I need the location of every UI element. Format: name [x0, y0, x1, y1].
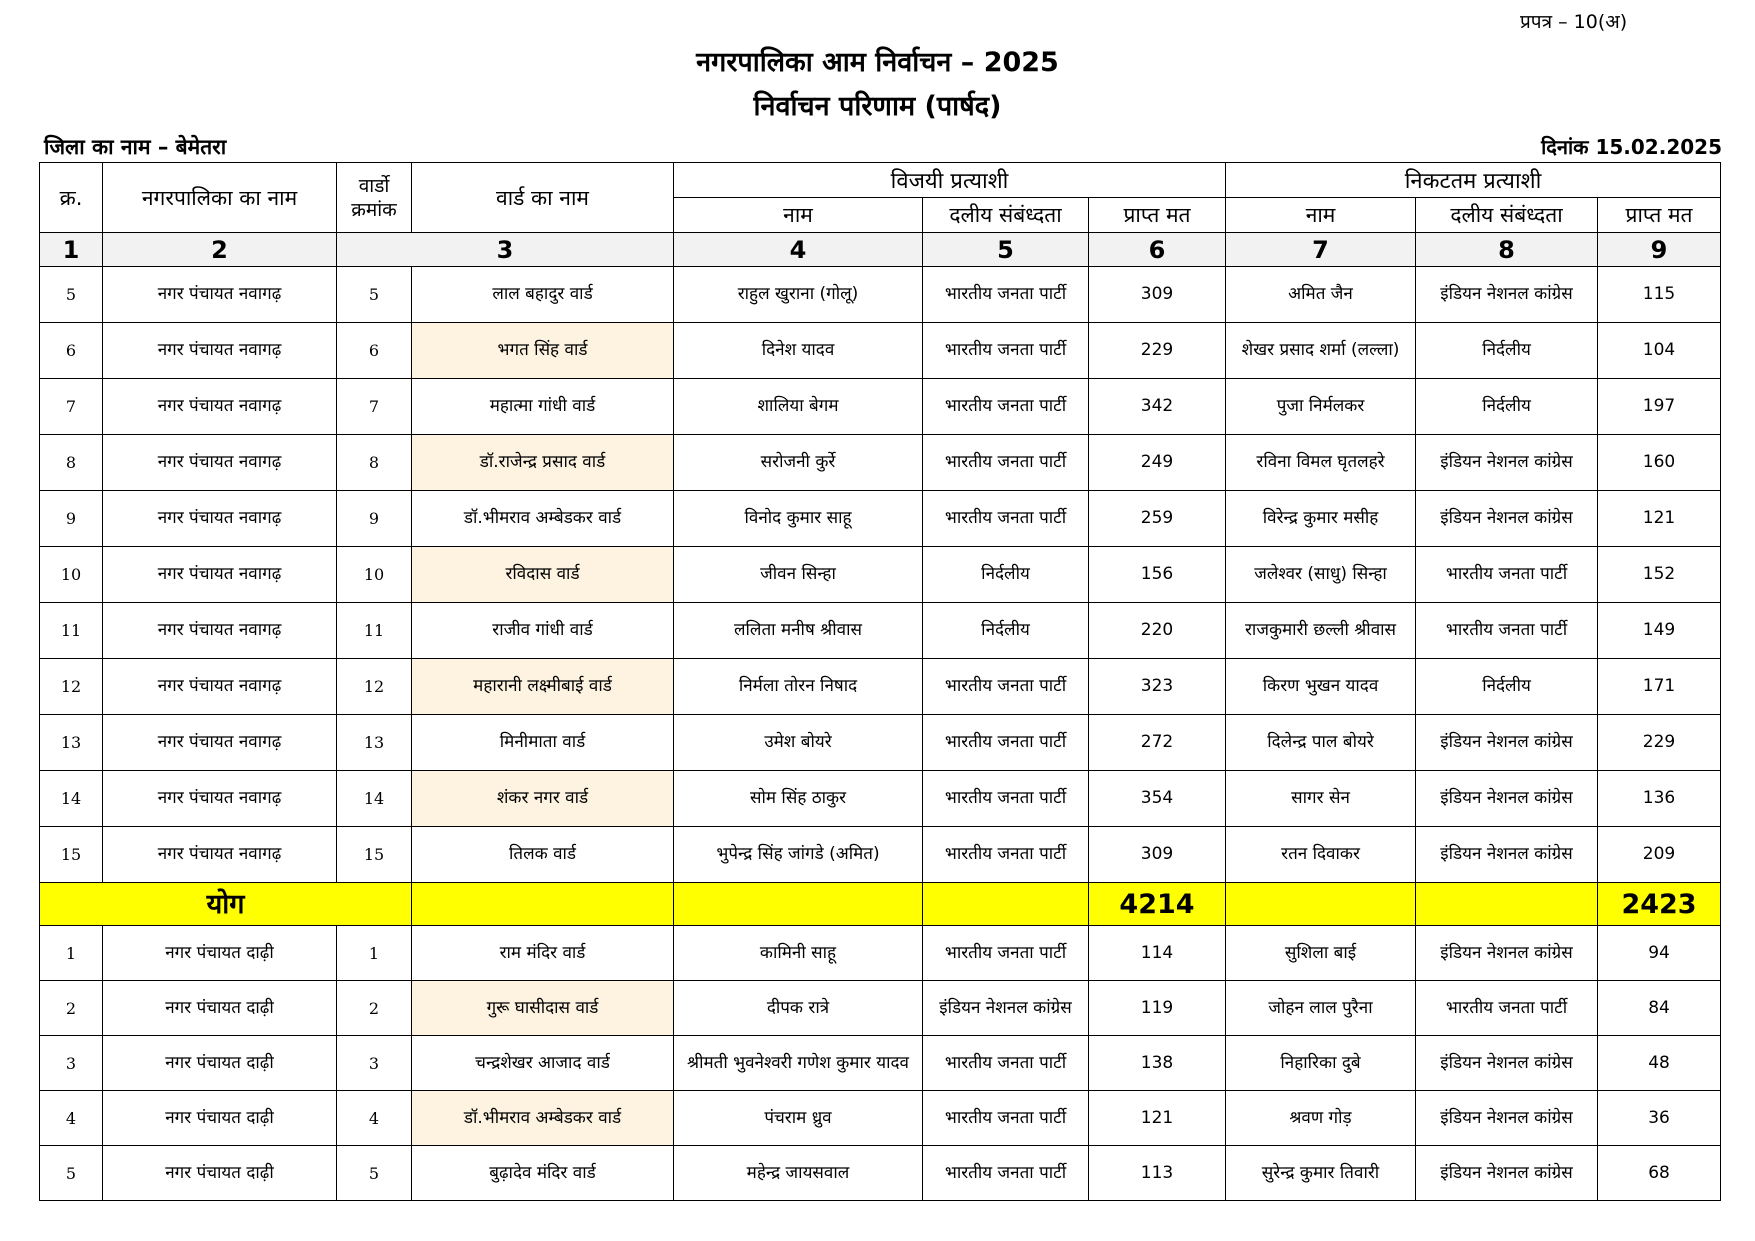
- table-row: [40, 926, 1721, 981]
- cell-winner-party: भारतीय जनता पार्टी: [923, 267, 1089, 323]
- cell-ward-no: 5: [337, 267, 412, 323]
- cell-municipality: नगर पंचायत नवागढ़: [103, 603, 337, 659]
- cell-municipality: नगर पंचायत नवागढ़: [103, 379, 337, 435]
- cell-runner-party: इंडियन नेशनल कांग्रेस: [1416, 715, 1598, 771]
- cell-runner-party: इंडियन नेशनल कांग्रेस: [1416, 827, 1598, 883]
- cell-winner-name: दिनेश यादव: [674, 323, 923, 379]
- cell-serial: 11: [40, 603, 103, 659]
- col-winner-group: विजयी प्रत्याशी: [674, 163, 1226, 198]
- cell-runner-name: अमित जैन: [1226, 267, 1416, 323]
- cell-runner-party: निर्दलीय: [1416, 323, 1598, 379]
- cell-serial: 14: [40, 771, 103, 827]
- cell-runner-votes: 121: [1598, 491, 1721, 547]
- cell-winner-votes: 249: [1089, 435, 1226, 491]
- cell-serial: 2: [40, 981, 103, 1036]
- cell-winner-name: कामिनी साहू: [674, 926, 923, 981]
- cell-ward-no: 14: [337, 771, 412, 827]
- cell-runner-name: शेखर प्रसाद शर्मा (लल्ला): [1226, 323, 1416, 379]
- cell-runner-name: रविना विमल घृतलहरे: [1226, 435, 1416, 491]
- cell-winner-votes: 121: [1089, 1091, 1226, 1146]
- total-winner-votes: 4214: [1089, 883, 1226, 926]
- cell-winner-votes: 272: [1089, 715, 1226, 771]
- cell-municipality: नगर पंचायत नवागढ़: [103, 715, 337, 771]
- cell-winner-name: श्रीमती भुवनेश्वरी गणेश कुमार यादव: [674, 1036, 923, 1091]
- cell-winner-name: भुपेन्द्र सिंह जांगडे (अमित): [674, 827, 923, 883]
- cell-runner-name: दिलेन्द्र पाल बोयरे: [1226, 715, 1416, 771]
- table-header: [40, 163, 1721, 267]
- cell-winner-votes: 309: [1089, 827, 1226, 883]
- col-runner-group: निकटतम प्रत्याशी: [1226, 163, 1721, 198]
- cell-winner-party: भारतीय जनता पार्टी: [923, 659, 1089, 715]
- cell-winner-votes: 114: [1089, 926, 1226, 981]
- cell-runner-votes: 229: [1598, 715, 1721, 771]
- total-empty: [1416, 883, 1598, 926]
- cell-municipality: नगर पंचायत नवागढ़: [103, 547, 337, 603]
- col-number: 2: [103, 233, 337, 267]
- cell-ward-no: 10: [337, 547, 412, 603]
- cell-ward-no: 11: [337, 603, 412, 659]
- cell-winner-votes: 323: [1089, 659, 1226, 715]
- cell-ward-name: तिलक वार्ड: [412, 827, 674, 883]
- cell-ward-name: चन्द्रशेखर आजाद वार्ड: [412, 1036, 674, 1091]
- cell-winner-name: जीवन सिन्हा: [674, 547, 923, 603]
- cell-winner-votes: 259: [1089, 491, 1226, 547]
- cell-runner-party: इंडियन नेशनल कांग्रेस: [1416, 1091, 1598, 1146]
- table-row: [40, 379, 1721, 435]
- cell-ward-name: राजीव गांधी वार्ड: [412, 603, 674, 659]
- cell-winner-party: भारतीय जनता पार्टी: [923, 379, 1089, 435]
- table-row: [40, 981, 1721, 1036]
- cell-serial: 6: [40, 323, 103, 379]
- cell-winner-votes: 119: [1089, 981, 1226, 1036]
- cell-winner-name: उमेश बोयरे: [674, 715, 923, 771]
- cell-runner-votes: 104: [1598, 323, 1721, 379]
- cell-winner-name: राहुल खुराना (गोलू): [674, 267, 923, 323]
- cell-runner-name: पुजा निर्मलकर: [1226, 379, 1416, 435]
- cell-serial: 5: [40, 267, 103, 323]
- col-number: 9: [1598, 233, 1721, 267]
- cell-ward-name: महारानी लक्ष्मीबाई वार्ड: [412, 659, 674, 715]
- cell-winner-party: भारतीय जनता पार्टी: [923, 715, 1089, 771]
- cell-runner-name: जोहन लाल पुरैना: [1226, 981, 1416, 1036]
- cell-winner-name: सोम सिंह ठाकुर: [674, 771, 923, 827]
- cell-serial: 5: [40, 1146, 103, 1201]
- cell-ward-name: डॉ.भीमराव अम्बेडकर वार्ड: [412, 491, 674, 547]
- total-empty: [1226, 883, 1416, 926]
- page-subtitle: निर्वाचन परिणाम (पार्षद): [753, 91, 1002, 122]
- table-row: [40, 491, 1721, 547]
- table-row: [40, 435, 1721, 491]
- cell-runner-votes: 115: [1598, 267, 1721, 323]
- table-body: [40, 267, 1721, 1201]
- col-number: 4: [674, 233, 923, 267]
- cell-winner-votes: 229: [1089, 323, 1226, 379]
- cell-winner-name: निर्मला तोरन निषाद: [674, 659, 923, 715]
- cell-runner-name: सागर सेन: [1226, 771, 1416, 827]
- total-empty: [674, 883, 923, 926]
- cell-runner-votes: 68: [1598, 1146, 1721, 1201]
- cell-ward-no: 6: [337, 323, 412, 379]
- cell-ward-no: 1: [337, 926, 412, 981]
- table-row: [40, 603, 1721, 659]
- col-runner-party: दलीय संबंध्दता: [1416, 198, 1598, 233]
- cell-ward-name: बुढ़ादेव मंदिर वार्ड: [412, 1146, 674, 1201]
- cell-winner-party: निर्दलीय: [923, 547, 1089, 603]
- cell-ward-no: 8: [337, 435, 412, 491]
- col-number: 1: [40, 233, 103, 267]
- cell-winner-votes: 309: [1089, 267, 1226, 323]
- total-label: योग: [40, 883, 412, 926]
- table-row: [40, 1036, 1721, 1091]
- cell-serial: 10: [40, 547, 103, 603]
- cell-winner-party: भारतीय जनता पार्टी: [923, 1146, 1089, 1201]
- cell-ward-name: गुरू घासीदास वार्ड: [412, 981, 674, 1036]
- cell-municipality: नगर पंचायत नवागढ़: [103, 771, 337, 827]
- cell-serial: 12: [40, 659, 103, 715]
- cell-runner-party: इंडियन नेशनल कांग्रेस: [1416, 771, 1598, 827]
- cell-winner-party: भारतीय जनता पार्टी: [923, 771, 1089, 827]
- cell-runner-name: जलेश्वर (साधु) सिन्हा: [1226, 547, 1416, 603]
- cell-ward-no: 15: [337, 827, 412, 883]
- cell-winner-name: ललिता मनीष श्रीवास: [674, 603, 923, 659]
- cell-municipality: नगर पंचायत नवागढ़: [103, 435, 337, 491]
- cell-runner-name: श्रवण गोड़: [1226, 1091, 1416, 1146]
- cell-winner-party: भारतीय जनता पार्टी: [923, 323, 1089, 379]
- cell-runner-party: भारतीय जनता पार्टी: [1416, 547, 1598, 603]
- cell-serial: 13: [40, 715, 103, 771]
- cell-municipality: नगर पंचायत दाढ़ी: [103, 1146, 337, 1201]
- cell-runner-party: भारतीय जनता पार्टी: [1416, 603, 1598, 659]
- cell-runner-name: विरेन्द्र कुमार मसीह: [1226, 491, 1416, 547]
- col-winner-votes: प्राप्त मत: [1089, 198, 1226, 233]
- cell-runner-party: निर्दलीय: [1416, 659, 1598, 715]
- cell-winner-party: भारतीय जनता पार्टी: [923, 926, 1089, 981]
- cell-runner-party: इंडियन नेशनल कांग्रेस: [1416, 926, 1598, 981]
- cell-serial: 15: [40, 827, 103, 883]
- cell-ward-no: 7: [337, 379, 412, 435]
- cell-municipality: नगर पंचायत नवागढ़: [103, 827, 337, 883]
- table-row: [40, 323, 1721, 379]
- col-winner-name: नाम: [674, 198, 923, 233]
- cell-runner-name: सुरेन्द्र कुमार तिवारी: [1226, 1146, 1416, 1201]
- cell-winner-party: भारतीय जनता पार्टी: [923, 827, 1089, 883]
- cell-runner-party: भारतीय जनता पार्टी: [1416, 981, 1598, 1036]
- col-number: 6: [1089, 233, 1226, 267]
- table-row: [40, 715, 1721, 771]
- cell-runner-votes: 84: [1598, 981, 1721, 1036]
- col-winner-party: दलीय संबंध्दता: [923, 198, 1089, 233]
- cell-municipality: नगर पंचायत दाढ़ी: [103, 981, 337, 1036]
- cell-municipality: नगर पंचायत नवागढ़: [103, 659, 337, 715]
- cell-ward-no: 12: [337, 659, 412, 715]
- cell-runner-votes: 171: [1598, 659, 1721, 715]
- cell-runner-votes: 136: [1598, 771, 1721, 827]
- cell-runner-name: किरण भुखन यादव: [1226, 659, 1416, 715]
- report-date: दिनांक 15.02.2025: [1541, 135, 1722, 159]
- table-row: [40, 267, 1721, 323]
- cell-ward-no: 13: [337, 715, 412, 771]
- cell-runner-party: इंडियन नेशनल कांग्रेस: [1416, 491, 1598, 547]
- total-runner-votes: 2423: [1598, 883, 1721, 926]
- cell-serial: 1: [40, 926, 103, 981]
- col-municipality: नगरपालिका का नाम: [103, 163, 337, 233]
- cell-ward-name: शंकर नगर वार्ड: [412, 771, 674, 827]
- cell-winner-name: शालिया बेगम: [674, 379, 923, 435]
- cell-runner-votes: 197: [1598, 379, 1721, 435]
- col-number: 8: [1416, 233, 1598, 267]
- cell-serial: 9: [40, 491, 103, 547]
- cell-winner-name: दीपक रात्रे: [674, 981, 923, 1036]
- cell-runner-votes: 149: [1598, 603, 1721, 659]
- cell-ward-name: राम मंदिर वार्ड: [412, 926, 674, 981]
- district-name: जिला का नाम – बेमेतरा: [44, 135, 227, 159]
- cell-runner-votes: 209: [1598, 827, 1721, 883]
- col-number: 5: [923, 233, 1089, 267]
- form-number: प्रपत्र – 10(अ): [1520, 11, 1628, 33]
- cell-runner-votes: 36: [1598, 1091, 1721, 1146]
- cell-winner-votes: 220: [1089, 603, 1226, 659]
- col-runner-name: नाम: [1226, 198, 1416, 233]
- cell-winner-name: विनोद कुमार साहू: [674, 491, 923, 547]
- cell-winner-votes: 113: [1089, 1146, 1226, 1201]
- total-row: [40, 883, 1721, 926]
- cell-municipality: नगर पंचायत दाढ़ी: [103, 926, 337, 981]
- cell-serial: 8: [40, 435, 103, 491]
- cell-ward-name: लाल बहादुर वार्ड: [412, 267, 674, 323]
- cell-ward-name: डॉ.राजेन्द्र प्रसाद वार्ड: [412, 435, 674, 491]
- cell-winner-party: भारतीय जनता पार्टी: [923, 435, 1089, 491]
- col-serial: क्र.: [40, 163, 103, 233]
- cell-ward-no: 5: [337, 1146, 412, 1201]
- cell-winner-votes: 156: [1089, 547, 1226, 603]
- cell-runner-name: राजकुमारी छल्ली श्रीवास: [1226, 603, 1416, 659]
- table-row: [40, 547, 1721, 603]
- cell-ward-name: महात्मा गांधी वार्ड: [412, 379, 674, 435]
- cell-municipality: नगर पंचायत दाढ़ी: [103, 1091, 337, 1146]
- total-empty: [412, 883, 674, 926]
- table-row: [40, 659, 1721, 715]
- cell-runner-party: इंडियन नेशनल कांग्रेस: [1416, 435, 1598, 491]
- cell-municipality: नगर पंचायत दाढ़ी: [103, 1036, 337, 1091]
- cell-winner-votes: 138: [1089, 1036, 1226, 1091]
- cell-ward-no: 4: [337, 1091, 412, 1146]
- cell-winner-party: भारतीय जनता पार्टी: [923, 1091, 1089, 1146]
- cell-ward-no: 2: [337, 981, 412, 1036]
- table-row: [40, 771, 1721, 827]
- cell-ward-name: रविदास वार्ड: [412, 547, 674, 603]
- cell-ward-name: मिनीमाता वार्ड: [412, 715, 674, 771]
- cell-runner-party: इंडियन नेशनल कांग्रेस: [1416, 1036, 1598, 1091]
- cell-runner-votes: 152: [1598, 547, 1721, 603]
- cell-ward-name: डॉ.भीमराव अम्बेडकर वार्ड: [412, 1091, 674, 1146]
- cell-winner-name: पंचराम ध्रुव: [674, 1091, 923, 1146]
- table-row: [40, 1146, 1721, 1201]
- cell-winner-votes: 354: [1089, 771, 1226, 827]
- cell-ward-no: 9: [337, 491, 412, 547]
- cell-runner-votes: 48: [1598, 1036, 1721, 1091]
- cell-runner-name: निहारिका दुबे: [1226, 1036, 1416, 1091]
- col-ward-no: वार्डो क्रमांक: [337, 163, 412, 233]
- cell-runner-party: इंडियन नेशनल कांग्रेस: [1416, 267, 1598, 323]
- cell-winner-votes: 342: [1089, 379, 1226, 435]
- cell-runner-votes: 160: [1598, 435, 1721, 491]
- cell-serial: 4: [40, 1091, 103, 1146]
- cell-ward-name: भगत सिंह वार्ड: [412, 323, 674, 379]
- col-number: 3: [337, 233, 674, 267]
- cell-runner-name: रतन दिवाकर: [1226, 827, 1416, 883]
- results-table: [39, 162, 1721, 1201]
- cell-winner-party: भारतीय जनता पार्टी: [923, 1036, 1089, 1091]
- cell-ward-no: 3: [337, 1036, 412, 1091]
- col-runner-votes: प्राप्त मत: [1598, 198, 1721, 233]
- cell-runner-party: निर्दलीय: [1416, 379, 1598, 435]
- table-row: [40, 827, 1721, 883]
- total-empty: [923, 883, 1089, 926]
- cell-serial: 3: [40, 1036, 103, 1091]
- col-ward-name: वार्ड का नाम: [412, 163, 674, 233]
- cell-winner-name: महेन्द्र जायसवाल: [674, 1146, 923, 1201]
- cell-runner-votes: 94: [1598, 926, 1721, 981]
- cell-municipality: नगर पंचायत नवागढ़: [103, 323, 337, 379]
- cell-winner-party: निर्दलीय: [923, 603, 1089, 659]
- cell-winner-party: इंडियन नेशनल कांग्रेस: [923, 981, 1089, 1036]
- cell-municipality: नगर पंचायत नवागढ़: [103, 491, 337, 547]
- cell-municipality: नगर पंचायत नवागढ़: [103, 267, 337, 323]
- cell-winner-name: सरोजनी कुर्रे: [674, 435, 923, 491]
- col-number: 7: [1226, 233, 1416, 267]
- cell-winner-party: भारतीय जनता पार्टी: [923, 491, 1089, 547]
- page-title: नगरपालिका आम निर्वाचन – 2025: [696, 47, 1059, 78]
- cell-runner-party: इंडियन नेशनल कांग्रेस: [1416, 1146, 1598, 1201]
- cell-serial: 7: [40, 379, 103, 435]
- table-row: [40, 1091, 1721, 1146]
- cell-runner-name: सुशिला बाई: [1226, 926, 1416, 981]
